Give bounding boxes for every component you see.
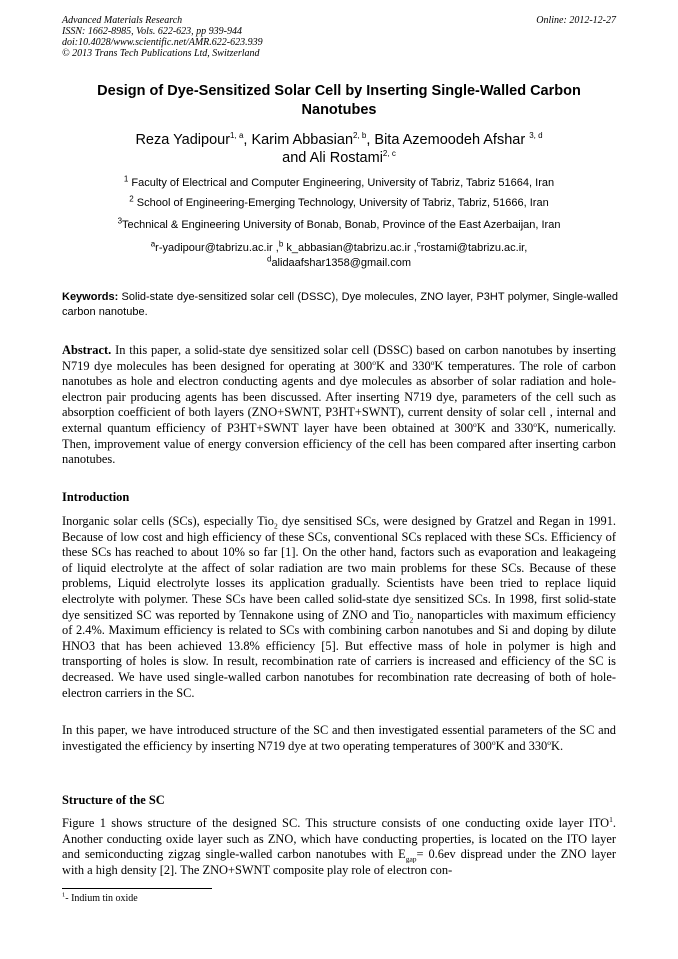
journal-header (62, 15, 616, 59)
email-address[interactable]: alidaafshar1358@gmail.com (271, 257, 412, 269)
structure-text: = 0.6ev dispread under the ZNO layer with a high density [2]. The ZNO+SWNT composite play role of electron con- (62, 847, 616, 877)
affiliation-3 (62, 218, 616, 232)
email-sup: a (150, 239, 156, 249)
intro-text: nanoparticles with maximum efficiency of 2.4%. Maximum efficiency is related to SCs with combining carbon nanotubes and Si and doping by dilute HNO3 that has been achieved 13.8% efficiency [5]. But effective mass of hole in polymer is high and transporting of holes is slow. In result, recombination rate of carriers is increased and efficiency of the SC is decreased. We have used single-walled carbon nanotubes for recombination rate decreasing of both of hole-electron carriers in the SC. (62, 607, 616, 700)
degree-sup: o (491, 737, 496, 747)
email-address[interactable]: r-yadipour@tabrizu.ac.ir , (155, 242, 279, 254)
keywords-block (62, 290, 618, 320)
footnote (62, 893, 138, 905)
intro-text: K. (551, 738, 564, 753)
author-name: , Karim Abbasian (243, 132, 354, 148)
affiliation-text: School of Engineering-Emerging Technology, University of Tabriz, Tabriz, 51666, Iran (133, 197, 549, 209)
author-sup: 1, a (230, 131, 244, 141)
subscript: gap (405, 854, 417, 864)
issn-line: ISSN: 1662-8985, Vols. 622-623, pp 939-944 (62, 26, 242, 37)
footnote-sup: 1 (62, 891, 66, 899)
author-sup: 2, c (382, 149, 396, 159)
author-line-1 (62, 131, 616, 149)
email-sup: b (278, 239, 284, 249)
author-sup: 2, b (353, 131, 367, 141)
email-sup: d (266, 254, 272, 264)
online-date: Online: 2012-12-27 (536, 15, 616, 26)
doi-line: doi:10.4028/www.scientific.net/AMR.622-623.939 (62, 37, 263, 48)
footnote-text: - Indium tin oxide (65, 893, 138, 904)
email-line-1 (62, 241, 616, 256)
title-line-2: Nanotubes (301, 102, 377, 118)
structure-text: Figure 1 shows structure of the designed SC. This structure consists of one conducting oxide layer ITO (62, 816, 610, 830)
author-list (62, 131, 616, 167)
affiliation-text: Technical & Engineering University of Bonab, Bonab, Province of the East Azerbaijan, Iran (122, 219, 561, 231)
title-line-1: Design of Dye-Sensitized Solar Cell by Inserting Single-Walled Carbon (97, 83, 581, 99)
footnote-ref[interactable]: 1 (609, 814, 613, 824)
structure-text: . Another conducting oxide layer such as ZNO, which have conducting properties, is located on the ITO layer and semiconducting zigzag single-walled carbon nanotubes with E (62, 816, 616, 862)
degree-sup: o (372, 357, 376, 367)
intro-text: In this paper, we have introduced structure of the SC and then investigated essential parameters of the SC and investigated the efficiency by inserting N719 dye at two operating temperatures of 300 (62, 723, 616, 753)
affiliation-sup: 3 (117, 216, 123, 226)
degree-sup: o (547, 737, 551, 747)
introduction-paragraph-2 (62, 723, 616, 754)
affiliation-sup: 1 (123, 174, 129, 184)
degree-sup: o (473, 419, 477, 429)
abstract-text: In this paper, a solid-state dye sensitized solar cell (DSSC) based on carbon nanotubes by inserting N719 dye molecules has been designed for operating at 300 (62, 343, 616, 373)
subscript: 2 (409, 615, 414, 625)
journal-name: Advanced Materials Research (62, 15, 183, 26)
intro-text: dye sensitised SCs, were designed by Gratzel and Regan in 1991. Because of low cost and high efficiency of these SCs, conventional SCs replaced with these SCs. Efficiency of these SCs has reached to about 10% so far [1]. On the other hand, factors such as evaporation and leakageing of liquid electrolyte at the affect of solar radiation are two main problems for these SCs. Because of these problems, Liquid electrolyte losses its application gradually. Scientists have been tried to replace liquid electrolyte with polymer. These SCs have been called solid-state dye sensitized SCs. In 1998, first solid-state dye sensitized SC was reported by Tennakone using of ZNO and Tio (62, 514, 616, 622)
abstract-block (62, 343, 616, 468)
email-address[interactable]: rostami@tabrizu.ac.ir, (420, 242, 528, 254)
author-name: and Ali Rostami (282, 150, 383, 166)
subscript: 2 (273, 521, 278, 531)
email-sup: c (416, 239, 421, 249)
abstract-text: K temperatures. The role of carbon nanotubes as hole and electron conducting agents and dye molecules as absorber of solar radiation and hole-electron pair producing agents has been discussed. After inserting N719 dye, parameters of the cell such as absorption coefficient of both layers (ZNO+SWNT, P3HT+SWNT), current density of solar cell , internal and external quantum efficiency of P3HT+SWNT layer have been obtained at 300 (62, 358, 616, 435)
keywords-label: Keywords: (62, 291, 119, 303)
degree-sup: o (533, 419, 537, 429)
introduction-heading: Introduction (62, 490, 130, 504)
structure-heading: Structure of the SC (62, 793, 165, 807)
author-line-2 (62, 149, 616, 167)
abstract-text: K, numerically. Then, improvement value of energy conversion efficiency of the cell has been compared after inserting carbon nanotubes. (62, 420, 616, 467)
keywords-text: Solid-state dye-sensitized solar cell (DSSC), Dye molecules, ZNO layer, P3HT polymer, Single-walled carbon nanotube. (62, 291, 618, 318)
intro-text: Inorganic solar cells (SCs), especially Tio (62, 514, 274, 528)
paper-title (62, 82, 616, 120)
abstract-text: K and 330 (476, 420, 534, 435)
affiliation-1 (62, 176, 616, 190)
email-line-2 (62, 256, 616, 271)
author-name: , Bita Azemoodeh Afshar (366, 132, 530, 148)
email-address[interactable]: k_abbasian@tabrizu.ac.ir , (283, 242, 417, 254)
introduction-paragraph-1 (62, 514, 616, 701)
degree-sup: o (430, 357, 435, 367)
affiliation-text: Faculty of Electrical and Computer Engineering, University of Tabriz, Tabriz 51664, Iran (128, 177, 555, 189)
abstract-label: Abstract. (62, 343, 112, 357)
author-sup: 3, d (529, 131, 543, 141)
copyright-line: © 2013 Trans Tech Publications Ltd, Switzerland (62, 48, 260, 59)
footnote-divider (62, 888, 212, 889)
affiliation-sup: 2 (129, 194, 134, 204)
author-name: Reza Yadipour (135, 132, 231, 148)
affiliation-2 (62, 196, 616, 210)
structure-paragraph (62, 816, 616, 878)
email-list (62, 241, 616, 271)
intro-text: K and 330 (495, 738, 548, 753)
abstract-text: K and 330 (375, 358, 431, 373)
